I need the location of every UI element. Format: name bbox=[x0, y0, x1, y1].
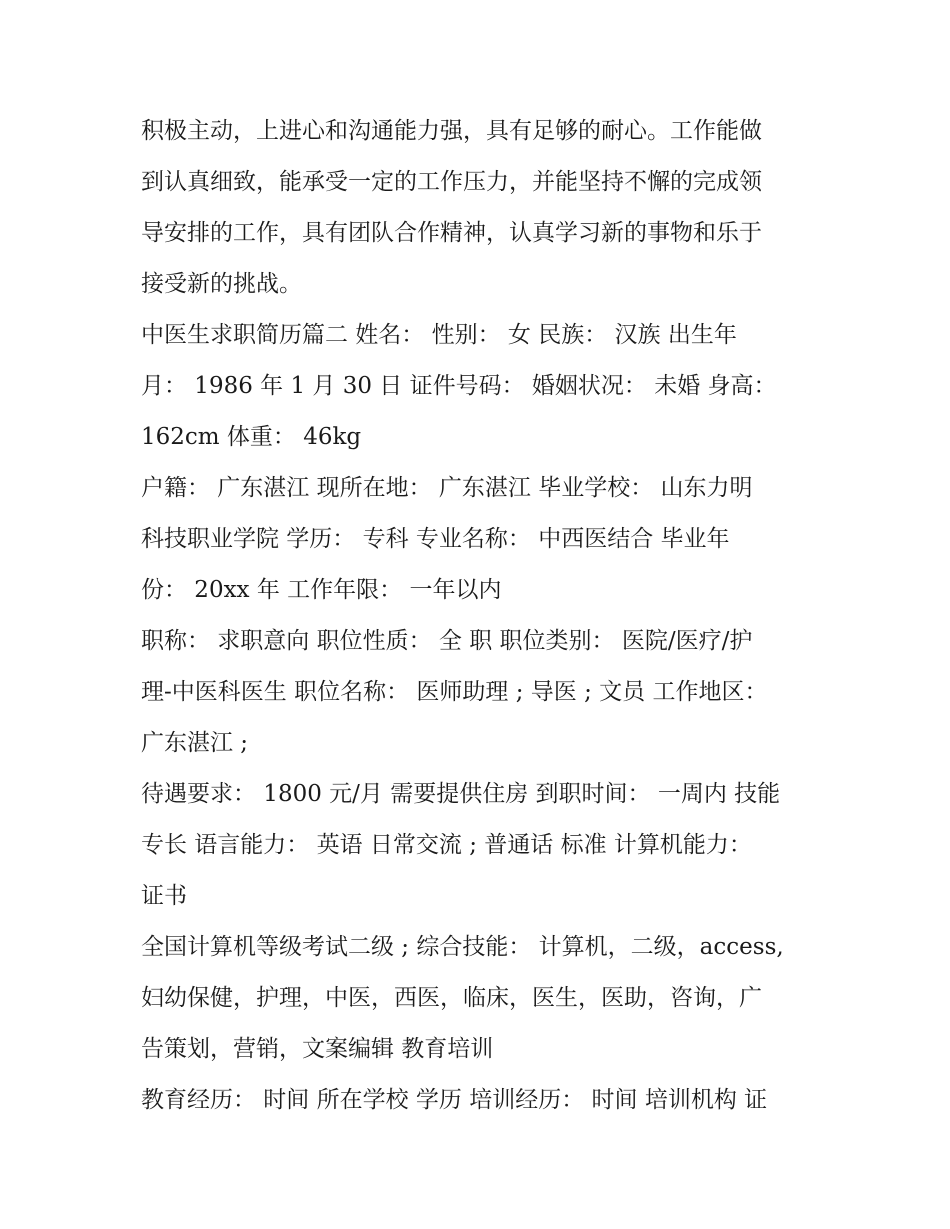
text-line: 中医生求职简历篇二 姓名： 性别： 女 民族： 汉族 出生年 bbox=[141, 322, 737, 348]
text-line: 162cm 体重： 46kg bbox=[141, 424, 362, 450]
text-line: 职称： 求职意向 职位性质： 全 职 职位类别： 医院/医疗/护 bbox=[141, 628, 753, 654]
text-line: 告策划，营销，文案编辑 教育培训 bbox=[141, 1036, 494, 1062]
text-line: 专长 语言能力： 英语 日常交流 ; 普通话 标准 计算机能力： bbox=[141, 832, 752, 858]
text-line: 教育经历： 时间 所在学校 学历 培训经历： 时间 培训机构 证 bbox=[141, 1087, 768, 1113]
text-line: 积极主动，上进心和沟通能力强，具有足够的耐心。工作能做 bbox=[141, 118, 762, 144]
text-line: 到认真细致，能承受一定的工作压力，并能坚持不懈的完成领 bbox=[141, 169, 762, 195]
text-line: 证书 bbox=[141, 883, 187, 909]
document-body bbox=[141, 106, 821, 1126]
text-line: 份： 20xx 年 工作年限： 一年以内 bbox=[141, 577, 502, 603]
text-line: 接受新的挑战。 bbox=[141, 271, 302, 297]
text-line: 待遇要求： 1800 元/月 需要提供住房 到职时间： 一周内 技能 bbox=[141, 781, 781, 807]
text-line: 月： 1986 年 1 月 30 日 证件号码： 婚姻状况： 未婚 身高： bbox=[141, 373, 777, 399]
text-line: 全国计算机等级考试二级 ; 综合技能： 计算机，二级，access, bbox=[141, 934, 784, 960]
text-line: 理-中医科医生 职位名称： 医师助理 ; 导医 ; 文员 工作地区： bbox=[141, 679, 768, 705]
text-line: 广东湛江 ; bbox=[141, 730, 249, 756]
text-line: 导安排的工作，具有团队合作精神，认真学习新的事物和乐于 bbox=[141, 220, 762, 246]
text-line: 妇幼保健，护理，中医，西医，临床，医生，医助，咨询，广 bbox=[141, 985, 762, 1011]
text-line: 科技职业学院 学历： 专科 专业名称： 中西医结合 毕业年 bbox=[141, 526, 730, 552]
text-line: 户籍： 广东湛江 现所在地： 广东湛江 毕业学校： 山东力明 bbox=[141, 475, 753, 501]
